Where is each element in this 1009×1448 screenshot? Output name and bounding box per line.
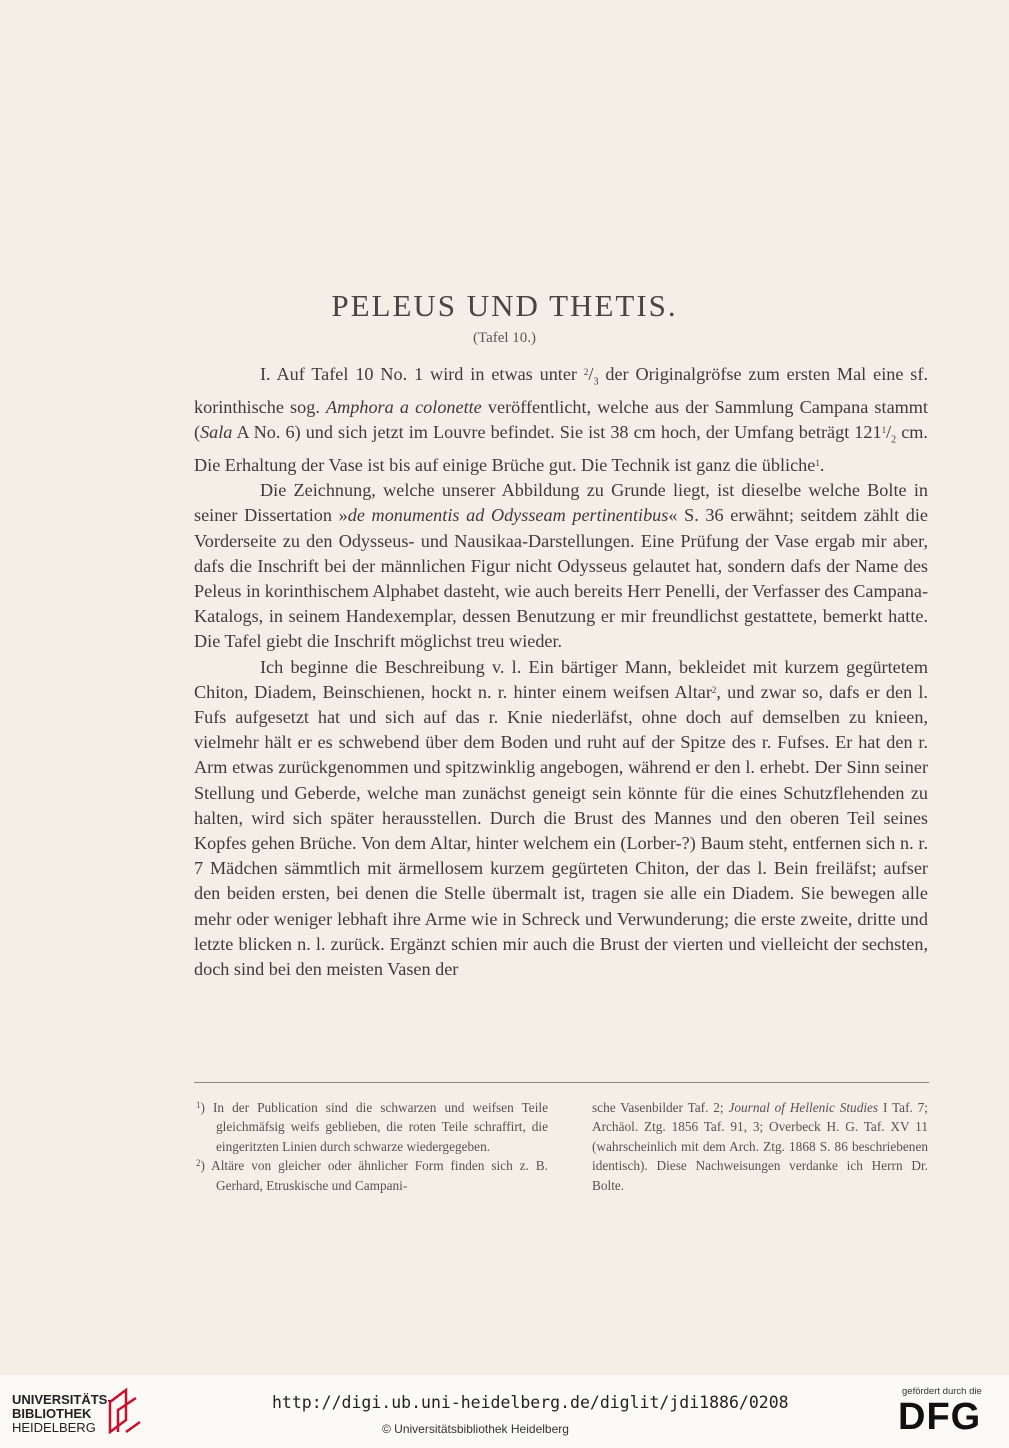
footnote-ref[interactable]: 2 — [711, 684, 717, 695]
footnotes-right-column — [592, 1098, 928, 1195]
italic-term: Amphora a colonette — [326, 396, 482, 417]
logo-line: UNIVERSITÄTS- — [12, 1392, 112, 1407]
fraction-denominator: 3 — [593, 376, 599, 388]
text-run: « S. 36 erwähnt; seitdem zählt die Vorderseite zu den Odysseus- und Nausikaa-Darstellungen. Eine Prüfung der Vase ergab mir aber, dafs die Inschrift bei der männlichen Figur nicht Odysseus gelautet hat, sondern dafs der Name des Peleus in korinthischem Alphabet dasteht, wie auch bereits Herr Penelli, der Verfasser des Campana-Katalogs, in seinem Handexemplar, dessen Benutzung er mir freundlichst gestattete, bemerkt hatte. Die Tafel giebt die Inschrift möglichst treu wieder. — [194, 505, 928, 652]
library-logo-text[interactable] — [12, 1393, 112, 1435]
footnote-mark: 2 — [196, 1158, 201, 1169]
text-run: . — [819, 454, 825, 475]
text-run: A No. 6) und sich jetzt im Louvre befindet. Sie ist 38 cm hoch, der Umfang beträgt 121 — [232, 422, 882, 443]
library-logo-icon[interactable] — [106, 1388, 142, 1434]
footnote-2: $^2$) Altäre von gleicher oder ähnlicher Form finden sich z. B. Gerhard, Etruskische und Campani- — [196, 1158, 548, 1193]
footnote-text: sche Vasenbilder Taf. 2; — [592, 1100, 729, 1115]
footnotes-left-column — [196, 1098, 548, 1195]
body-text — [194, 362, 928, 982]
paragraph-1: I. Auf Tafel 10 No. 1 wird in etwas unter $^2/_3$ der Originalgröfse zum ersten Mal eine sf. korinthische sog. Amphora a colonette veröffentlicht, welche aus der Sammlung Campana stammt (Sala A No. 6) und sich jetzt im Louvre befindet. Sie ist 38 cm hoch, der Umfang beträgt $121^1/_2$ cm. Die Erhaltung der Vase ist bis auf einige Brüche gut. Die Technik ist ganz die übliche$^1$. — [194, 364, 928, 475]
italic-term: Sala — [200, 422, 233, 443]
text-run: , und zwar so, dafs er den l. Fufs aufgesetzt hat und sich auf das r. Knie niederläfst, ohne doch auf demselben zu knieen, vielmehr hält er es schwebend über dem Boden und ruht auf der Spitze des r. Fufses. Er hat den r. Arm etwas zurückgenommen und spitzwinklig angebogen, während er den l. erhebt. Der Sinn seiner Stellung und Geberde, welche man zunächst geneigt sein könnte für die eines Schutzflehenden zu halten, wird sich später herausstellen. Durch die Brust des Mannes und den oberen Teil seines Kopfes gehen Brüche. Von dem Altar, hinter welchem ein (Lorber-?) Baum steht, entfernen sich n. r. 7 Mädchen sämmtlich mit ärmellosem kurzem gegürteten Chiton, der das l. Bein freiläfst; aufser den beiden ersten, bei denen die Stelle übermalt ist, tragen sie alle ein Diadem. Sie bewegen alle mehr oder weniger lebhaft ihre Arme wie in Schreck und Verwunderung; die erste zweite, dritte und letzte blicken n. l. zurück. Ergänzt schien mir auch die Brust der vierten und vielleicht der sechsten, doch sind bei den meisten Vasen der — [194, 681, 928, 979]
fraction-numerator: 1 — [881, 425, 887, 436]
fraction-numerator: 2 — [583, 367, 589, 377]
text-run: der Originalgröfse zum ersten Mal eine sf. korinthische sog. — [194, 364, 928, 417]
italic-term: de monumentis ad Odysseam pertinentibus — [347, 505, 669, 526]
text-run: cm. Die Erhaltung der Vase ist bis auf einige Brüche gut. Die Technik ist ganz die übliche — [194, 422, 928, 475]
footnote-text: Altäre von gleicher oder ähnlicher Form finden sich z. B. Gerhard, Etruskische und Campani- — [211, 1158, 548, 1193]
permalink-url[interactable]: http://digi.ub.uni-heidelberg.de/diglit/jdi1886/0208 — [272, 1393, 789, 1412]
page-title: PELEUS UND THETIS. — [331, 288, 678, 323]
logo-line: HEIDELBERG — [12, 1420, 96, 1435]
copyright-notice: © Universitätsbibliothek Heidelberg — [382, 1422, 569, 1436]
page-subtitle: (Tafel 10.) — [472, 330, 537, 346]
fraction-denominator: 2 — [891, 434, 897, 446]
dfg-logo[interactable]: DFG — [898, 1396, 982, 1438]
funder-label: gefördert durch die — [902, 1386, 982, 1397]
footnote-text: In der Publication sind die schwarzen und weifsen Teile gleichmäfsig weifs geblieben, die roten Teile schraffirt, die eingeritzten Linien durch schwarze wiedergegeben. — [212, 1100, 548, 1154]
footnote-1: $^1$) In der Publication sind die schwarzen und weifsen Teile gleichmäfsig weifs geblieben, die roten Teile schraffirt, die eingeritzten Linien durch schwarze wiedergegeben. — [196, 1100, 548, 1154]
text-run: veröffentlicht, welche aus der Sammlung Campana stammt ( — [194, 396, 928, 443]
footnote-ref[interactable]: 1 — [815, 457, 820, 468]
italic-term: Journal of Hellenic Studies — [728, 1100, 879, 1115]
paragraph-2 — [194, 478, 928, 654]
text-run: Ich beginne die Beschreibung v. l. Ein bärtiger Mann, bekleidet mit kurzem gegürtetem Chiton, Diadem, Beinschienen, hockt n. r. hinter einem weifsen Altar — [194, 656, 928, 702]
text-run: I. Auf Tafel 10 No. 1 wird in etwas unter — [260, 364, 584, 384]
footnote-divider — [194, 1082, 929, 1083]
text-run: Die Zeichnung, welche unserer Abbildung zu Grunde liegt, ist dieselbe welche Bolte in seiner Dissertation » — [194, 480, 928, 526]
logo-line: BIBLIOTHEK — [12, 1406, 92, 1421]
footnote-text: I Taf. 7; Archäol. Ztg. 1856 Taf. 91, 3; Overbeck H. G. Taf. XV 11 (wahrscheinlich mit dem Arch. Ztg. 1868 S. 86 beschriebenen identisch). Diese Nachweisungen verdanke ich Herrn Dr. Bolte. — [592, 1100, 929, 1193]
paragraph-3 — [194, 655, 928, 983]
footnote-mark: 1 — [196, 1100, 201, 1110]
